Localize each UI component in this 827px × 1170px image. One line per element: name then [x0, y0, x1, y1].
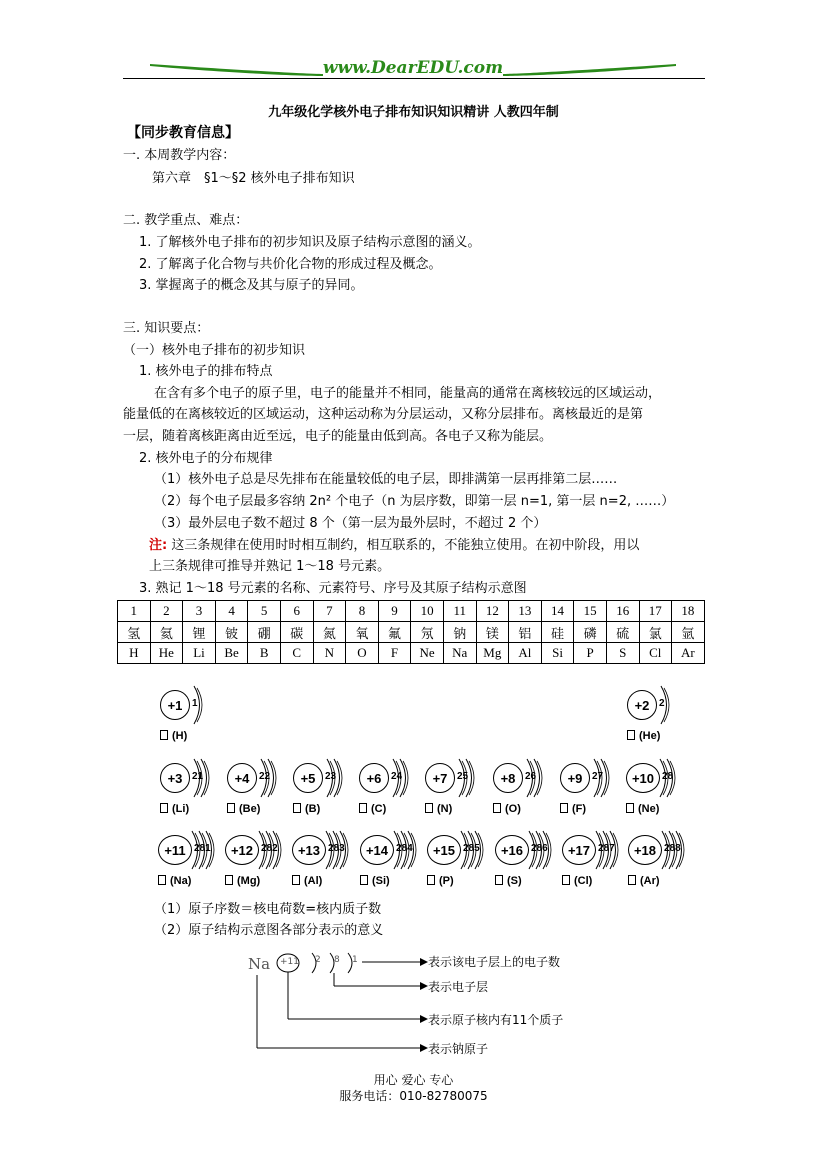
atom-nucleus: +6 — [359, 763, 389, 793]
atom-label-text: (Be) — [239, 803, 261, 815]
placeholder-box-icon — [225, 875, 233, 885]
atom-label — [560, 803, 586, 815]
electron-count: 26 — [525, 771, 537, 782]
na-nucleus-charge: +11 — [280, 957, 299, 967]
annotation-sodium-atom: 表示钠原子 — [428, 1042, 489, 1056]
rule-2: （2）每个电子层最多容纳 2n² 个电子（n 为层序数，即第一层 n=1, 第一层 n=2, ……） — [154, 494, 675, 509]
placeholder-box-icon — [562, 875, 570, 885]
table-cell-name: 氦 — [150, 622, 183, 643]
table-cell-number: 6 — [280, 601, 313, 622]
atom-label — [495, 875, 522, 887]
atom-label-text: (Ne) — [638, 803, 660, 815]
atom-label-text: (B) — [305, 803, 321, 815]
na-structure-diagram — [240, 945, 600, 1065]
electron-count: 288 — [664, 843, 681, 854]
heading-knowledge: 三. 知识要点： — [123, 321, 210, 336]
table-cell-name: 硫 — [606, 622, 639, 643]
table-cell-symbol: C — [280, 643, 313, 664]
table-cell-name: 氮 — [313, 622, 346, 643]
table-cell-number: 15 — [574, 601, 607, 622]
electron-shells-icon — [182, 684, 242, 728]
rule-1: （1）核外电子总是尽先排布在能量较低的电子层，即排满第一层再排第二层…… — [154, 472, 618, 487]
table-cell-name: 硅 — [541, 622, 574, 643]
item-2-heading: 2. 核外电子的分布规律 — [139, 451, 273, 466]
note-line-2: 上三条规律可推导并熟记 1～18 号元素。 — [149, 559, 391, 574]
table-cell-number: 3 — [183, 601, 216, 622]
atom-label — [227, 803, 260, 815]
atom-label-text: (Ar) — [640, 875, 660, 887]
placeholder-box-icon — [560, 803, 568, 813]
atom-nucleus: +8 — [493, 763, 523, 793]
atom-label — [360, 875, 390, 887]
electron-count: 1 — [192, 698, 198, 709]
atom-diagram — [628, 835, 748, 895]
table-cell-name: 氩 — [672, 622, 705, 643]
atom-nucleus: +4 — [227, 763, 257, 793]
electron-count: 284 — [396, 843, 413, 854]
atom-nucleus: +15 — [427, 835, 461, 865]
atom-nucleus: +14 — [360, 835, 394, 865]
atom-nucleus: +9 — [560, 763, 590, 793]
atom-nucleus: +2 — [627, 690, 657, 720]
na-shell-1-count: 2 — [315, 955, 321, 965]
atom-nucleus: +5 — [293, 763, 323, 793]
atom-label-text: (Al) — [304, 875, 323, 887]
atom-label-text: (Na) — [170, 875, 192, 887]
atom-nucleus: +18 — [628, 835, 662, 865]
placeholder-box-icon — [628, 875, 636, 885]
table-cell-symbol: O — [346, 643, 379, 664]
table-cell-number: 13 — [509, 601, 542, 622]
atom-nucleus: +7 — [425, 763, 455, 793]
table-cell-name: 镁 — [476, 622, 509, 643]
table-cell-symbol: S — [606, 643, 639, 664]
table-cell-name: 氟 — [378, 622, 411, 643]
header-logo — [148, 54, 678, 86]
atom-label-text: (N) — [437, 803, 453, 815]
item-3-heading: 3. 熟记 1～18 号元素的名称、元素符号、序号及其原子结构示意图 — [139, 581, 527, 596]
elements-table — [117, 600, 705, 664]
electron-shells-icon — [648, 757, 708, 801]
electron-count: 28 — [662, 771, 674, 782]
table-cell-symbol: Na — [443, 643, 476, 664]
electron-count: 23 — [325, 771, 337, 782]
atom-label — [628, 875, 660, 887]
atom-label-text: (O) — [505, 803, 521, 815]
electron-count: 21 — [192, 771, 204, 782]
atom-label-text: (Si) — [372, 875, 390, 887]
section-header: 【同步教育信息】 — [127, 125, 239, 141]
table-cell-number: 9 — [378, 601, 411, 622]
placeholder-box-icon — [160, 730, 168, 740]
electron-count: 283 — [328, 843, 345, 854]
atom-label — [493, 803, 521, 815]
electron-count: 287 — [598, 843, 615, 854]
atom-nucleus: +10 — [626, 763, 660, 793]
atom-label — [359, 803, 386, 815]
electron-shells-icon — [649, 684, 709, 728]
footer-slogan: 用心 爱心 专心 — [373, 1073, 454, 1087]
rule-3: （3）最外层电子数不超过 8 个（第一层为最外层时，不超过 2 个） — [154, 516, 547, 531]
table-row-symbols — [118, 643, 705, 664]
atom-label-text: (H) — [172, 730, 188, 742]
table-cell-number: 16 — [606, 601, 639, 622]
item-1-heading: 1. 核外电子的排布特点 — [139, 364, 273, 379]
annotation-protons: 表示原子核内有11个质子 — [428, 1013, 564, 1027]
table-cell-name: 碳 — [280, 622, 313, 643]
chapter-line: 第六章 §1～§2 核外电子排布知识 — [152, 171, 355, 186]
note-line-1 — [149, 537, 639, 555]
atom-label-text: (C) — [371, 803, 387, 815]
annotation-electron-layer: 表示电子层 — [428, 980, 489, 994]
atom-label-text: (Cl) — [574, 875, 593, 887]
table-cell-number: 12 — [476, 601, 509, 622]
table-cell-name: 硼 — [248, 622, 281, 643]
atom-diagram — [626, 763, 746, 823]
electron-count: 25 — [457, 771, 469, 782]
atom-nucleus: +17 — [562, 835, 596, 865]
note-label: 注: — [149, 538, 168, 553]
table-cell-symbol: F — [378, 643, 411, 664]
electron-count: 282 — [261, 843, 278, 854]
placeholder-box-icon — [425, 803, 433, 813]
table-cell-number: 8 — [346, 601, 379, 622]
atom-label — [160, 803, 189, 815]
footer-phone: 服务电话：010-82780075 — [339, 1089, 488, 1103]
atom-nucleus: +12 — [225, 835, 259, 865]
table-cell-number: 18 — [672, 601, 705, 622]
na-symbol: Na — [248, 955, 271, 973]
atom-label — [427, 875, 454, 887]
summary-line-2: （2）原子结构示意图各部分表示的意义 — [154, 923, 384, 938]
annotation-electron-count: 表示该电子层上的电子数 — [428, 955, 561, 969]
note-text-1: 这三条规律在使用时时相互制约，相互联系的，不能独立使用。在初中阶段，用以 — [171, 538, 640, 553]
atom-nucleus: +3 — [160, 763, 190, 793]
table-cell-symbol: Mg — [476, 643, 509, 664]
summary-line-1: （1）原子序数＝核电荷数=核内质子数 — [154, 902, 382, 917]
atom-label — [158, 875, 191, 887]
electron-count: 2 — [659, 698, 665, 709]
table-cell-symbol: P — [574, 643, 607, 664]
paragraph-line-1: 在含有多个电子的原子里，电子的能量并不相同，能量高的通常在离核较远的区域运动， — [154, 386, 662, 401]
placeholder-box-icon — [293, 803, 301, 813]
atom-nucleus: +16 — [495, 835, 529, 865]
table-cell-name: 氧 — [346, 622, 379, 643]
table-cell-name: 磷 — [574, 622, 607, 643]
table-cell-name: 氯 — [639, 622, 672, 643]
table-cell-symbol: Ne — [411, 643, 444, 664]
atom-label — [160, 730, 187, 742]
placeholder-box-icon — [158, 875, 166, 885]
atom-label — [225, 875, 260, 887]
table-cell-name: 氖 — [411, 622, 444, 643]
electron-count: 27 — [592, 771, 604, 782]
table-cell-symbol: Cl — [639, 643, 672, 664]
electron-count: 286 — [531, 843, 548, 854]
atom-label-text: (P) — [439, 875, 454, 887]
atom-label-text: (Mg) — [237, 875, 261, 887]
placeholder-box-icon — [227, 803, 235, 813]
heading-content: 一. 本周教学内容： — [123, 148, 236, 163]
table-cell-number: 5 — [248, 601, 281, 622]
table-cell-number: 14 — [541, 601, 574, 622]
placeholder-box-icon — [493, 803, 501, 813]
placeholder-box-icon — [360, 875, 368, 885]
table-cell-symbol: Ar — [672, 643, 705, 664]
table-cell-symbol: Be — [215, 643, 248, 664]
atom-nucleus: +13 — [292, 835, 326, 865]
table-cell-number: 17 — [639, 601, 672, 622]
placeholder-box-icon — [626, 803, 634, 813]
paragraph-line-3: 一层，随着离核距离由近至远，电子的能量由低到高。各电子又称为能层。 — [123, 429, 553, 444]
electron-count: 24 — [391, 771, 403, 782]
header-divider — [123, 78, 705, 79]
table-cell-name: 铝 — [509, 622, 542, 643]
atom-label — [627, 730, 660, 742]
table-cell-symbol: Si — [541, 643, 574, 664]
table-cell-number: 4 — [215, 601, 248, 622]
placeholder-box-icon — [427, 875, 435, 885]
na-shell-3-count: 1 — [352, 955, 358, 965]
atom-label — [425, 803, 452, 815]
atom-label-text: (Li) — [172, 803, 190, 815]
atom-diagram — [160, 690, 280, 750]
atom-label — [293, 803, 320, 815]
atom-label-text: (He) — [639, 730, 661, 742]
atom-nucleus: +11 — [158, 835, 192, 865]
na-shell-2-count: 8 — [334, 955, 340, 965]
table-cell-symbol: He — [150, 643, 183, 664]
table-cell-name: 铍 — [215, 622, 248, 643]
placeholder-box-icon — [292, 875, 300, 885]
table-cell-name: 钠 — [443, 622, 476, 643]
table-cell-number: 1 — [118, 601, 151, 622]
logo-text: www.DearEDU.com — [322, 58, 504, 78]
placeholder-box-icon — [359, 803, 367, 813]
atom-label — [292, 875, 322, 887]
table-cell-name: 氢 — [118, 622, 151, 643]
table-cell-symbol: B — [248, 643, 281, 664]
table-cell-symbol: Al — [509, 643, 542, 664]
atom-label — [562, 875, 592, 887]
atom-label-text: (S) — [507, 875, 522, 887]
atom-diagram — [627, 690, 747, 750]
heading-key-points: 二. 教学重点、难点： — [123, 213, 249, 228]
placeholder-box-icon — [160, 803, 168, 813]
table-cell-number: 10 — [411, 601, 444, 622]
atom-label-text: (F) — [572, 803, 587, 815]
table-cell-symbol: N — [313, 643, 346, 664]
table-row-names — [118, 622, 705, 643]
atom-label — [626, 803, 659, 815]
electron-count: 285 — [463, 843, 480, 854]
atom-nucleus: +1 — [160, 690, 190, 720]
table-cell-number: 2 — [150, 601, 183, 622]
placeholder-box-icon — [627, 730, 635, 740]
key-point-1: 1. 了解核外电子排布的初步知识及原子结构示意图的涵义。 — [139, 235, 481, 250]
table-cell-symbol: H — [118, 643, 151, 664]
paragraph-line-2: 能量低的在离核较近的区域运动，这种运动称为分层运动，又称分层排布。离核最近的是第 — [123, 407, 644, 422]
document-title: 九年级化学核外电子排布知识知识精讲 人教四年制 — [268, 105, 559, 120]
electron-count: 22 — [259, 771, 271, 782]
key-point-2: 2. 了解离子化合物与共价化合物的形成过程及概念。 — [139, 257, 442, 272]
key-point-3: 3. 掌握离子的概念及其与原子的异同。 — [139, 278, 364, 293]
electron-count: 281 — [194, 843, 211, 854]
table-row-numbers — [118, 601, 705, 622]
table-cell-number: 11 — [443, 601, 476, 622]
table-cell-number: 7 — [313, 601, 346, 622]
table-cell-symbol: Li — [183, 643, 216, 664]
table-cell-name: 锂 — [183, 622, 216, 643]
subheading-1: （一）核外电子排布的初步知识 — [123, 343, 306, 358]
placeholder-box-icon — [495, 875, 503, 885]
